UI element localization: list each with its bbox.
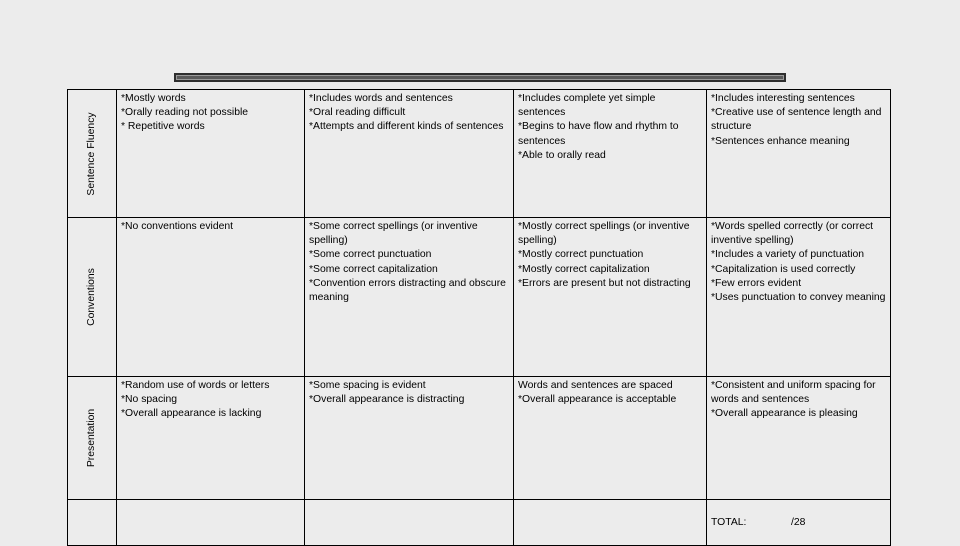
- rubric-cell: Words and sentences are spaced *Overall appearance is acceptable: [514, 377, 707, 500]
- rubric-cell: *Mostly correct spellings (or inventive spelling) *Mostly correct punctuation *Mostly correct capitalization *Errors are present but not distracting: [514, 218, 707, 377]
- total-cell: [707, 500, 891, 546]
- rubric-table: [67, 89, 891, 546]
- empty-cell: [305, 500, 514, 546]
- category-cell: [68, 218, 117, 377]
- rubric-row-conventions: [68, 218, 891, 377]
- rubric-cell: *Mostly words *Orally reading not possible * Repetitive words: [117, 90, 305, 218]
- empty-cell: [68, 500, 117, 546]
- category-label: Presentation: [85, 408, 97, 468]
- empty-cell: [117, 500, 305, 546]
- rubric-cell: *Includes words and sentences *Oral reading difficult *Attempts and different kinds of sentences: [305, 90, 514, 218]
- rubric-row-presentation: [68, 377, 891, 500]
- rubric-cell: *Random use of words or letters *No spacing *Overall appearance is lacking: [117, 377, 305, 500]
- rubric-cell: *Consistent and uniform spacing for words and sentences *Overall appearance is pleasing: [707, 377, 891, 500]
- title-bar: [174, 73, 786, 82]
- category-label: Conventions: [85, 268, 97, 326]
- empty-cell: [514, 500, 707, 546]
- total-value: /28: [791, 517, 806, 529]
- rubric-cell: *No conventions evident: [117, 218, 305, 377]
- rubric-cell: *Some spacing is evident *Overall appearance is distracting: [305, 377, 514, 500]
- rubric-cell: *Includes interesting sentences *Creative use of sentence length and structure *Sentences enhance meaning: [707, 90, 891, 218]
- rubric-cell: *Includes complete yet simple sentences *Begins to have flow and rhythm to sentences *Able to orally read: [514, 90, 707, 218]
- rubric-row-total: [68, 500, 891, 546]
- category-cell: [68, 90, 117, 218]
- rubric-cell: *Words spelled correctly (or correct inventive spelling) *Includes a variety of punctuation *Capitalization is used correctly *Few errors evident *Uses punctuation to convey meaning: [707, 218, 891, 377]
- rubric-row-sentence-fluency: [68, 90, 891, 218]
- rubric-cell: *Some correct spellings (or inventive spelling) *Some correct punctuation *Some correct capitalization *Convention errors distracting and obscure meaning: [305, 218, 514, 377]
- total-label: TOTAL:: [711, 517, 747, 529]
- category-label: Sentence Fluency: [85, 111, 97, 196]
- category-cell: [68, 377, 117, 500]
